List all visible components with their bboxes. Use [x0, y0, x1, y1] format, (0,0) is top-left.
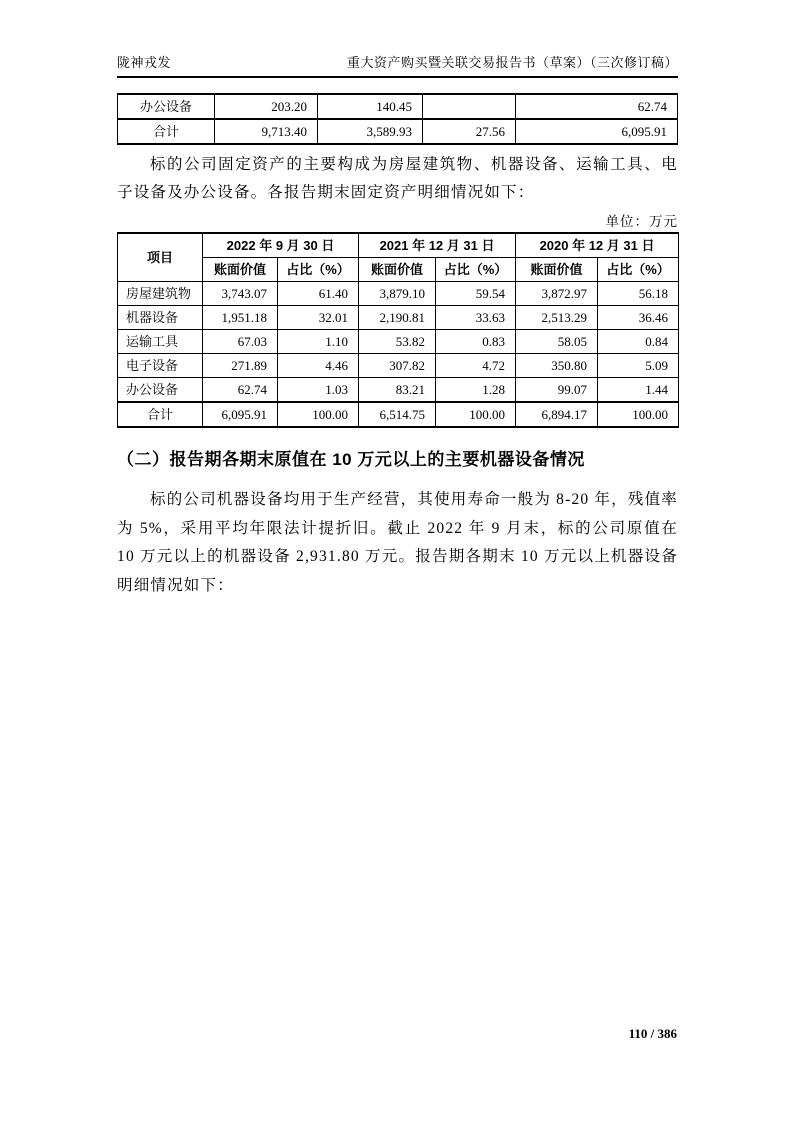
- table-cell: 33.63: [436, 306, 516, 330]
- table-cell: 1.44: [598, 378, 679, 403]
- table-row: [118, 378, 679, 403]
- table-cell: 56.18: [598, 282, 679, 306]
- table-cell: 4.72: [436, 354, 516, 378]
- table-cell: 3,879.10: [359, 282, 436, 306]
- table-cell: 203.20: [215, 94, 318, 119]
- table-cell: 6,894.17: [516, 402, 598, 427]
- body-paragraph: 标的公司机器设备均用于生产经营，其使用寿命一般为 8-20 年，残值率为 5%，采用平均年限法计提折旧。截止 2022 年 9 月末，标的公司原值在 10 万元以上的机器设备 2,931.80 万元。报告期各期末 10 万元以上机器设备明细情况如下：: [117, 491, 678, 594]
- table-row-total: [118, 119, 678, 144]
- column-header-book-value: 账面价值: [359, 258, 436, 282]
- table-cell: 140.45: [318, 94, 423, 119]
- column-header-book-value: 账面价值: [203, 258, 278, 282]
- table-cell: 62.74: [516, 94, 678, 119]
- table-cell: 32.01: [278, 306, 359, 330]
- fixed-assets-table: [117, 232, 679, 428]
- table-cell: 350.80: [516, 354, 598, 378]
- row-label: 办公设备: [118, 378, 203, 403]
- column-header-ratio: 占比（%）: [436, 258, 516, 282]
- table-row: [118, 330, 679, 354]
- row-label: 房屋建筑物: [118, 282, 203, 306]
- header-report-title: 重大资产购买暨关联交易报告书（草案）（三次修订稿）: [346, 55, 678, 70]
- unit-label: 单位：万元: [605, 214, 678, 229]
- table-cell: 53.82: [359, 330, 436, 354]
- table-row: [118, 354, 679, 378]
- row-label: 合计: [118, 119, 215, 144]
- column-header-period-2020: 2020 年 12 月 31 日: [516, 233, 679, 258]
- table-cell: 83.21: [359, 378, 436, 403]
- column-header-period-2022: 2022 年 9 月 30 日: [203, 233, 359, 258]
- table-cell: 1.03: [278, 378, 359, 403]
- table-header-row: [118, 233, 679, 258]
- row-label: 办公设备: [118, 94, 215, 119]
- body-paragraph: 标的公司固定资产的主要构成为房屋建筑物、机器设备、运输工具、电子设备及办公设备。各报告期末固定资产明细情况如下：: [117, 156, 678, 201]
- section-heading: （二）报告期各期末原值在 10 万元以上的主要机器设备情况: [117, 450, 585, 469]
- page-number: 110 / 386: [628, 1026, 677, 1041]
- table-cell: 4.46: [278, 354, 359, 378]
- table-cell: 3,872.97: [516, 282, 598, 306]
- table-cell: 3,589.93: [318, 119, 423, 144]
- table-cell: 1.10: [278, 330, 359, 354]
- column-header-book-value: 账面价值: [516, 258, 598, 282]
- table-cell: 0.84: [598, 330, 679, 354]
- table-cell: 27.56: [423, 119, 516, 144]
- table-cell: 100.00: [598, 402, 679, 427]
- table-row-total: [118, 402, 679, 427]
- table-cell: 67.03: [203, 330, 278, 354]
- table-row: [118, 94, 678, 119]
- table-cell: 1,951.18: [203, 306, 278, 330]
- table-row: [118, 282, 679, 306]
- table-cell: 99.07: [516, 378, 598, 403]
- table-cell: 59.54: [436, 282, 516, 306]
- table-cell: 2,513.29: [516, 306, 598, 330]
- table-cell: 6,095.91: [516, 119, 678, 144]
- table-cell: 100.00: [436, 402, 516, 427]
- table-cell: 58.05: [516, 330, 598, 354]
- header-company-name: 陇神戎发: [117, 55, 172, 70]
- table-cell: 0.83: [436, 330, 516, 354]
- asset-table-continuation: [117, 93, 678, 145]
- row-label: 机器设备: [118, 306, 203, 330]
- table-cell: 62.74: [203, 378, 278, 403]
- table-cell: 6,095.91: [203, 402, 278, 427]
- table-cell: 100.00: [278, 402, 359, 427]
- table-cell: 307.82: [359, 354, 436, 378]
- table-cell: 61.40: [278, 282, 359, 306]
- row-label: 合计: [118, 402, 203, 427]
- table-row: [118, 306, 679, 330]
- page-header: [117, 52, 678, 78]
- table-cell: 9,713.40: [215, 119, 318, 144]
- table-cell: 5.09: [598, 354, 679, 378]
- row-label: 电子设备: [118, 354, 203, 378]
- table-cell: 36.46: [598, 306, 679, 330]
- column-header-ratio: 占比（%）: [598, 258, 679, 282]
- table-cell: 271.89: [203, 354, 278, 378]
- table-subheader-row: [118, 258, 679, 282]
- table-cell: 2,190.81: [359, 306, 436, 330]
- table-cell: 1.28: [436, 378, 516, 403]
- column-header-item: 项目: [118, 233, 203, 282]
- table-cell: [423, 94, 516, 119]
- column-header-period-2021: 2021 年 12 月 31 日: [359, 233, 516, 258]
- row-label: 运输工具: [118, 330, 203, 354]
- table-cell: 3,743.07: [203, 282, 278, 306]
- table-cell: 6,514.75: [359, 402, 436, 427]
- column-header-ratio: 占比（%）: [278, 258, 359, 282]
